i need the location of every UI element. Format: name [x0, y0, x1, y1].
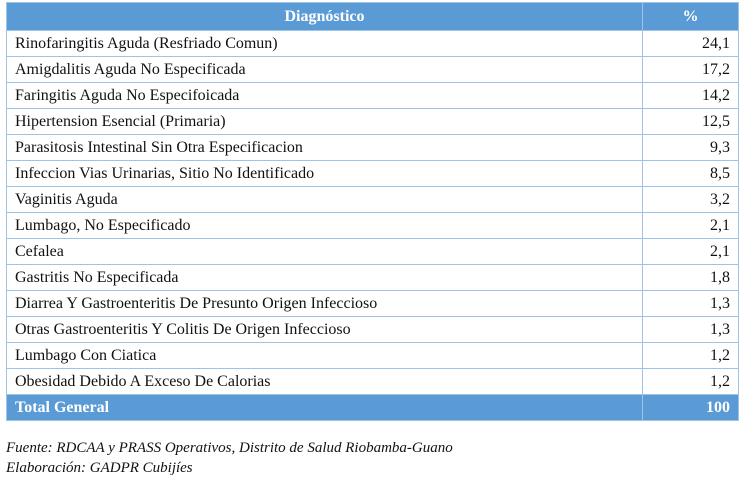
table-row: [7, 57, 739, 83]
total-value: 100: [643, 395, 739, 421]
header-percent: %: [643, 3, 739, 31]
diagnosis-cell: Gastritis No Especificada: [7, 265, 643, 291]
table-row: [7, 317, 739, 343]
diagnosis-table: [6, 2, 739, 421]
table-notes: [6, 438, 453, 478]
elaboration-note: Elaboración: GADPR Cubijíes: [6, 460, 193, 476]
diagnosis-cell: Obesidad Debido A Exceso De Calorias: [7, 369, 643, 395]
diagnosis-table-container: [6, 2, 738, 421]
table-row: [7, 239, 739, 265]
table-row: [7, 135, 739, 161]
percent-cell: 9,3: [643, 135, 739, 161]
diagnosis-cell: Parasitosis Intestinal Sin Otra Especificacion: [7, 135, 643, 161]
table-row: [7, 31, 739, 57]
diagnosis-cell: Lumbago, No Especificado: [7, 213, 643, 239]
percent-cell: 1,2: [643, 343, 739, 369]
percent-cell: 1,2: [643, 369, 739, 395]
percent-cell: 17,2: [643, 57, 739, 83]
source-note: Fuente: RDCAA y PRASS Operativos, Distrito de Salud Riobamba-Guano: [6, 440, 453, 456]
diagnosis-cell: Infeccion Vias Urinarias, Sitio No Identificado: [7, 161, 643, 187]
percent-cell: 12,5: [643, 109, 739, 135]
percent-cell: 1,3: [643, 291, 739, 317]
diagnosis-cell: Vaginitis Aguda: [7, 187, 643, 213]
percent-cell: 8,5: [643, 161, 739, 187]
diagnosis-cell: Rinofaringitis Aguda (Resfriado Comun): [7, 31, 643, 57]
header-diagnosis: Diagnóstico: [7, 3, 643, 31]
diagnosis-cell: Otras Gastroenteritis Y Colitis De Origen Infeccioso: [7, 317, 643, 343]
percent-cell: 1,3: [643, 317, 739, 343]
diagnosis-cell: Diarrea Y Gastroenteritis De Presunto Origen Infeccioso: [7, 291, 643, 317]
diagnosis-cell: Lumbago Con Ciatica: [7, 343, 643, 369]
table-row: [7, 109, 739, 135]
diagnosis-cell: Amigdalitis Aguda No Especificada: [7, 57, 643, 83]
percent-cell: 2,1: [643, 213, 739, 239]
table-row: [7, 161, 739, 187]
table-row: [7, 213, 739, 239]
table-row: [7, 265, 739, 291]
diagnosis-cell: Hipertension Esencial (Primaria): [7, 109, 643, 135]
table-row: [7, 187, 739, 213]
table-row: [7, 343, 739, 369]
table-row: [7, 369, 739, 395]
percent-cell: 2,1: [643, 239, 739, 265]
table-row: [7, 291, 739, 317]
table-body: [7, 31, 739, 395]
percent-cell: 14,2: [643, 83, 739, 109]
table-row: [7, 83, 739, 109]
percent-cell: 1,8: [643, 265, 739, 291]
percent-cell: 3,2: [643, 187, 739, 213]
diagnosis-cell: Cefalea: [7, 239, 643, 265]
diagnosis-cell: Faringitis Aguda No Especifoicada: [7, 83, 643, 109]
table-header-row: [7, 3, 739, 31]
total-label: Total General: [7, 395, 643, 421]
total-row: [7, 395, 739, 421]
percent-cell: 24,1: [643, 31, 739, 57]
